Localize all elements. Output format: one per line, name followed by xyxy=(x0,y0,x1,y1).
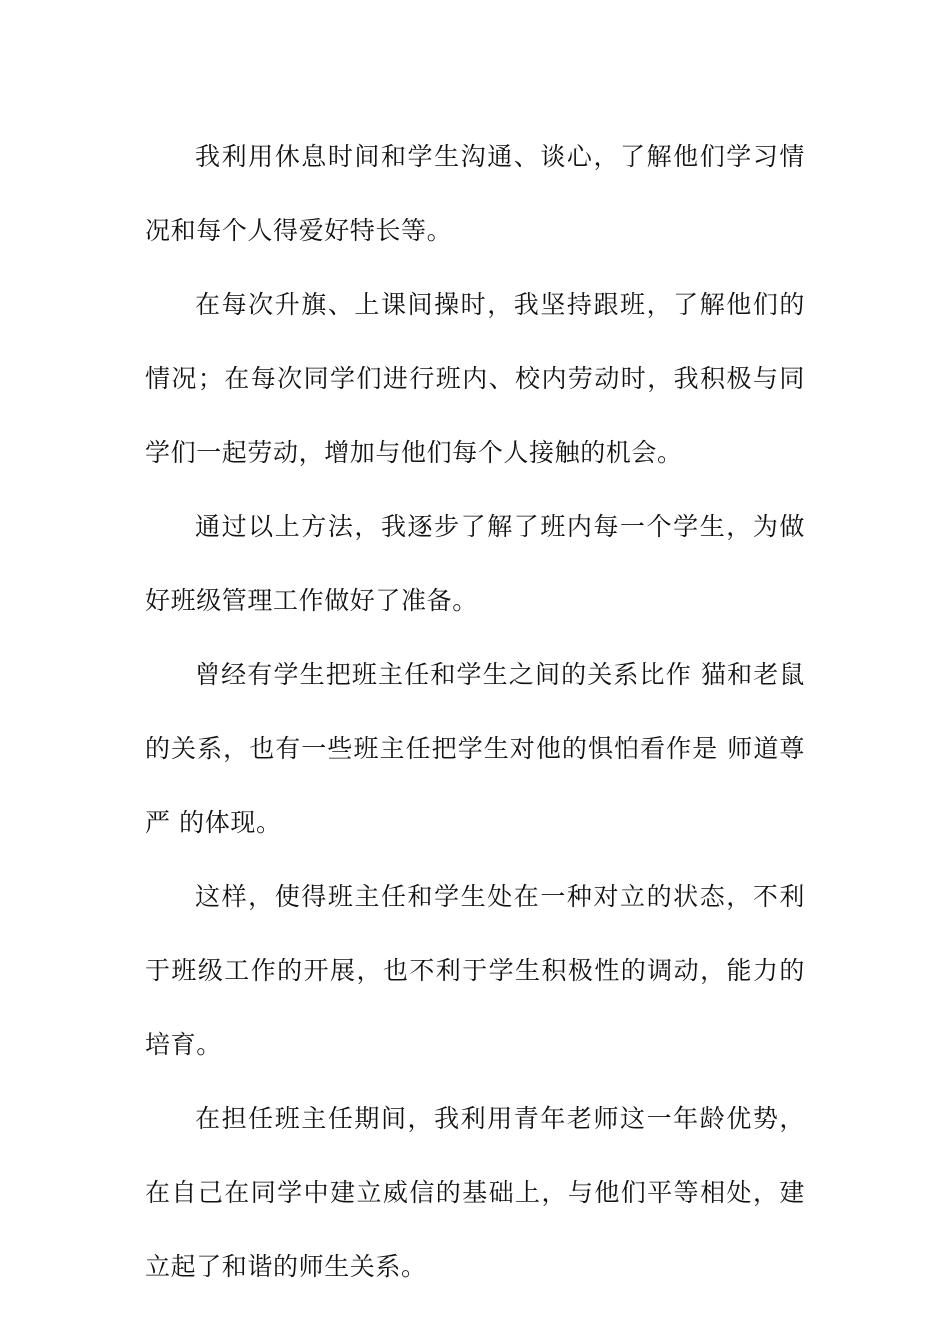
paragraph-4: 曾经有学生把班主任和学生之间的关系比作 猫和老鼠 的关系，也有一些班主任把学生对他的惧怕看作是 师道尊严 的体现。 xyxy=(145,660,805,837)
paragraph-3: 通过以上方法，我逐步了解了班内每一个学生，为做好班级管理工作做好了准备。 xyxy=(145,512,805,615)
document-body xyxy=(145,120,805,1304)
paragraph-5: 这样，使得班主任和学生处在一种对立的状态，不利于班级工作的开展，也不利于学生积极性的调动，能力的培育。 xyxy=(145,882,805,1059)
paragraph-1: 我利用休息时间和学生沟通、谈心，了解他们学习情况和每个人得爱好特长等。 xyxy=(145,142,805,245)
paragraph-6: 在担任班主任期间，我利用青年老师这一年龄优势，在自己在同学中建立威信的基础上，与他们平等相处，建立起了和谐的师生关系。 xyxy=(145,1104,805,1281)
paragraph-2: 在每次升旗、上课间操时，我坚持跟班，了解他们的情况；在每次同学们进行班内、校内劳动时，我积极与同学们一起劳动，增加与他们每个人接触的机会。 xyxy=(145,290,805,467)
